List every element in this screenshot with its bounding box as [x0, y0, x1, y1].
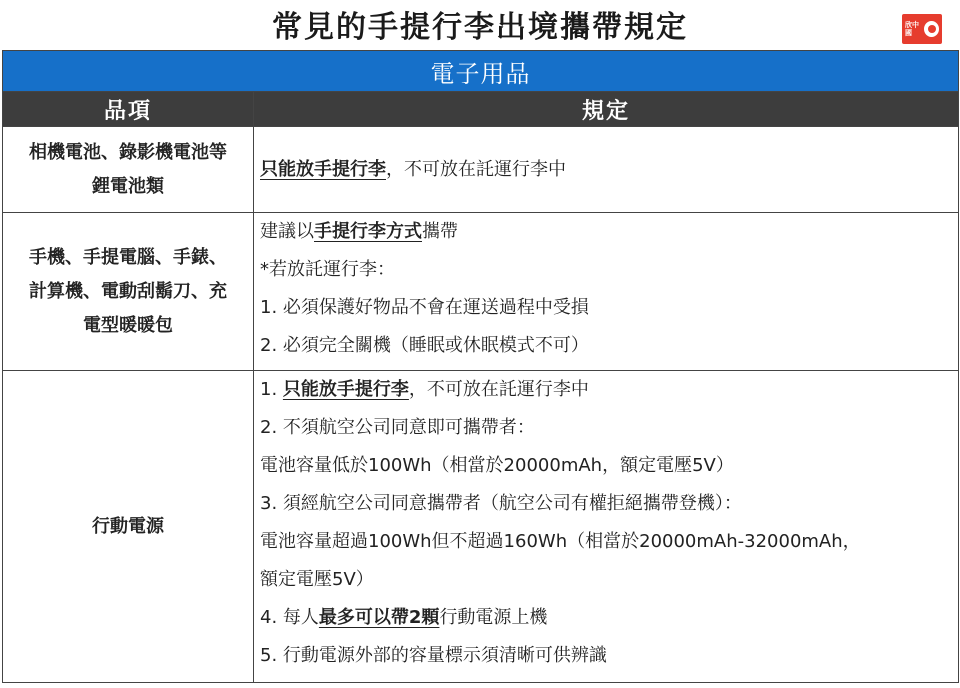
table-row	[3, 213, 959, 371]
item-cell	[3, 213, 254, 371]
item-label-line: 電型暖暖包	[83, 314, 173, 336]
logo-text: 欣中國	[905, 21, 919, 37]
item-label-line: 鋰電池類	[92, 175, 164, 197]
page-title: 常見的手提行李出境攜帶規定	[272, 10, 688, 45]
rule-cell	[254, 371, 959, 683]
rule-text: 行動電源上機	[439, 607, 548, 628]
rule-text: 2. 必須完全關機（睡眠或休眠模式不可）	[260, 335, 589, 356]
rule-line	[260, 251, 958, 289]
rule-line	[260, 213, 958, 251]
rule-text: *若放託運行李：	[260, 259, 395, 280]
rule-text: ，不可放在託運行李中	[386, 158, 566, 180]
rule-text: 建議以	[260, 221, 314, 242]
table-row	[3, 127, 959, 213]
rule-line	[260, 151, 958, 189]
brand-logo	[902, 14, 942, 44]
section-header: 電子用品	[3, 51, 959, 92]
emphasized-text: 只能放手提行李	[282, 379, 409, 400]
table-row	[3, 371, 959, 683]
rule-line	[260, 371, 958, 409]
rule-line	[260, 447, 958, 485]
item-cell	[3, 127, 254, 213]
rule-line	[260, 637, 958, 675]
emphasized-text: 手提行李方式	[314, 221, 422, 242]
rule-text: 4. 每人	[260, 607, 319, 628]
rule-text: 攜帶	[422, 221, 458, 242]
column-header-rule: 規定	[254, 92, 959, 127]
rule-text: 3. 須經航空公司同意攜帶者（航空公司有權拒絕攜帶登機）：	[260, 493, 742, 514]
rule-text: 電池容量超過100Wh但不超過160Wh（相當於20000mAh-32000mAh，	[260, 531, 861, 552]
rule-text: 1. 必須保護好物品不會在運送過程中受損	[260, 297, 589, 318]
item-label-line: 行動電源	[92, 515, 164, 537]
rule-cell	[254, 127, 959, 213]
item-label-line: 手機、手提電腦、手錶、	[29, 246, 227, 268]
rule-text: 2. 不須航空公司同意即可攜帶者：	[260, 417, 535, 438]
column-header-item: 品項	[3, 92, 254, 127]
emphasized-text: 只能放手提行李	[260, 158, 386, 180]
rule-cell	[254, 213, 959, 371]
item-cell	[3, 371, 254, 683]
rule-line	[260, 327, 958, 365]
regulation-table	[2, 50, 959, 683]
rule-text: 1.	[260, 379, 283, 400]
emphasized-text: 最多可以帶2顆	[318, 607, 440, 628]
rule-text: 額定電壓5V）	[260, 569, 374, 590]
rule-text: 5. 行動電源外部的容量標示須清晰可供辨識	[260, 645, 607, 666]
panda-logo-icon	[924, 21, 939, 37]
rule-text: ，不可放在託運行李中	[408, 379, 589, 400]
rule-line	[260, 409, 958, 447]
rule-line	[260, 599, 958, 637]
rule-text: 電池容量低於100Wh（相當於20000mAh，額定電壓5V）	[260, 455, 734, 476]
rule-line	[260, 523, 958, 561]
rule-line	[260, 485, 958, 523]
item-label-line: 相機電池、錄影機電池等	[29, 141, 227, 163]
item-label-line: 計算機、電動刮鬍刀、充	[29, 280, 227, 302]
rule-line	[260, 289, 958, 327]
rule-line	[260, 561, 958, 599]
